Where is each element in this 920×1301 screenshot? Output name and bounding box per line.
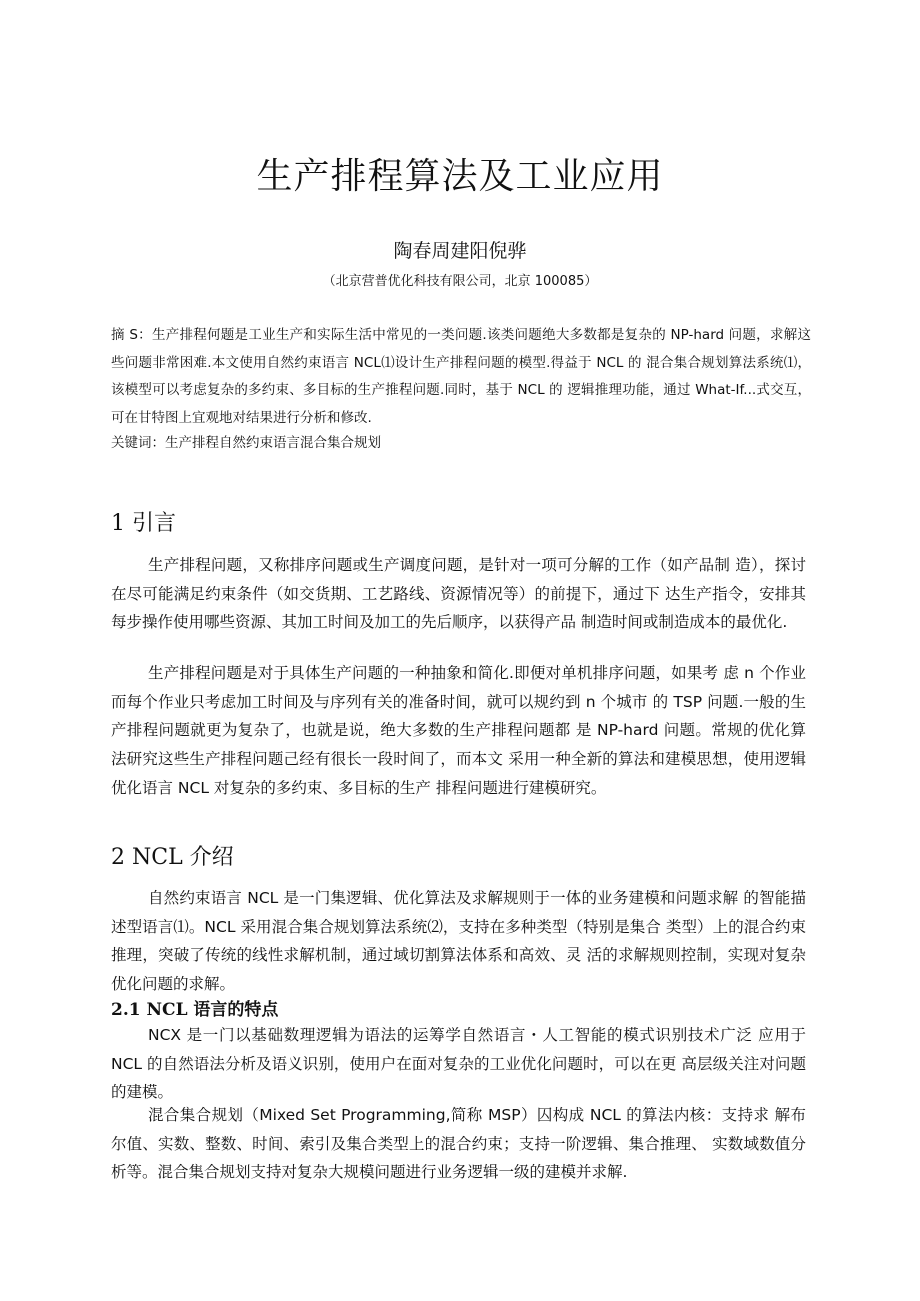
ncl-features-paragraph-1: NCX 是一门以基础数理逻辑为语法的运筹学自然语言・人工智能的模式识别技术广泛 应用于 NCL 的自然语法分析及语义识别，使用户在面对复杂的工业优化问题时，可以在更 高层级关注对问题的建模。 [111,1026,806,1102]
ncl-paragraph-1: 自然约束语言 NCL 是一门集逻辑、优化算法及求解规则于一体的业务建模和问题求解 的智能描述型语言⑴。NCL 采用混合集合规划算法系统⑵，支持在多种类型（特别是集合 类型）上的混合约束推理，突破了传统的线性求解机制，通过域切割算法体系和高效、灵 活的求解规则控制，实现对复杂优化问题的求解。 [111,889,806,994]
section-heading-ncl: 2 NCL 介绍 [111,845,234,870]
ncl-features-paragraph-2: 混合集合规划（Mixed Set Programming,简称 MSP）囚构成 NCL 的算法内核：支持求 解布尔值、实数、整数、时间、索引及集合类型上的混合约束；支持一阶逻辑、集合推理、 实数域数值分析等。混合集合规划支持对复杂大规模问题进行业务逻辑一级的建模并求解. [111,1106,806,1182]
paper-title: 生产排程算法及工业应用 [256,156,664,197]
affiliation: （北京营普优化科技有限公司，北京 100085） [322,274,598,289]
subsection-heading-ncl-features: 2.1 NCL 语言的特点 [111,1000,279,1020]
introduction-paragraph-1: 生产排程问题，又称排序问题或生产调度问题，是针对一项可分解的工作（如产品制 造），探讨在尽可能满足约束条件（如交货期、工艺路线、资源情况等）的前提下，通过下 达生产指令，安排其每步操作使用哪些资源、其加工时间及加工的先后顺序，以获得产品 制造时间或制造成本的最优化. [111,556,806,632]
author-list: 陶春周建阳倪骅 [393,240,527,262]
abstract: 摘 S：生产排程何题是工业生产和实际生活中常见的一类问题.该类问题绝大多数都是复杂的 NP-hard 问题，求解这些问题非常困难.本文使用自然约束语言 NCL⑴设计生产排程问题的模型.得益于 NCL 的 混合集合规划算法系统⑴，该模型可以考虑复杂的多约束、多目标的生产推程问题.同时，基于 NCL 的 逻辑推理功能，通过 What-If...式交互，可在甘特图上宜观地对结果进行分析和修改. [111,327,811,426]
keywords: 关键词：生产排程自然约束语言混合集合规划 [111,435,381,451]
introduction-paragraph-2: 生产排程问题是对于具体生产问题的一种抽象和简化.即便对单机排序问题，如果考 虑 n 个作业而每个作业只考虑加工时间及与序列有关的准备时间，就可以规约到 n 个城市 的 TSP 问题.一般的生产排程问题就更为复杂了，也就是说，绝大多数的生产排程问题都 是 NP-hard 问题。常规的优化算法研究这些生产排程问题己经有很长一段时间了，而本文 采用一种全新的算法和建模思想，使用逻辑优化语言 NCL 对复杂的多约束、多目标的生产 排程问题进行建模研究。 [111,664,806,797]
section-heading-introduction: 1 引言 [111,511,176,536]
